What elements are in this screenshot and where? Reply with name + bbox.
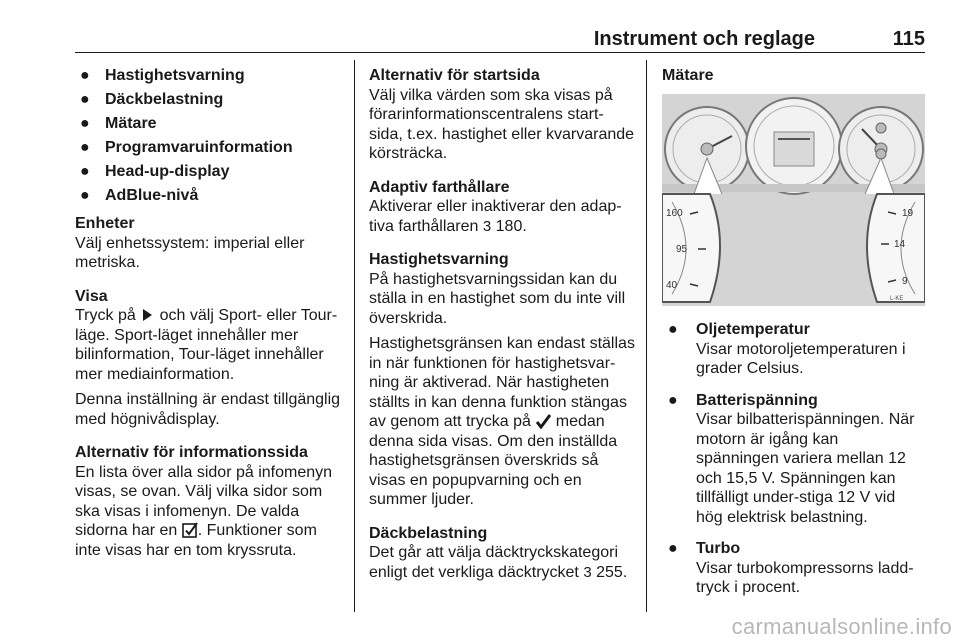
paragraph: Välj vilka värden som ska visas på förarinformationscentralens start-sida, t.ex. hastighet eller kvarvarande körsträcka. bbox=[369, 86, 635, 162]
paragraph: Denna inställning är endast tillgänglig med högnivådisplay. bbox=[75, 391, 341, 428]
menu-bullet-list bbox=[75, 64, 345, 208]
section-heading: Visa bbox=[75, 287, 108, 305]
middle-column bbox=[369, 66, 635, 582]
svg-text:95: 95 bbox=[676, 244, 688, 255]
checked-box-icon bbox=[182, 522, 198, 538]
right-column bbox=[662, 66, 925, 86]
svg-text:40: 40 bbox=[666, 280, 678, 291]
svg-text:19: 19 bbox=[902, 208, 914, 219]
gauge-cluster-illustration bbox=[662, 94, 925, 306]
list-item: ● Programvaruinformation bbox=[80, 139, 293, 156]
reference-arrow-icon: 3 bbox=[482, 217, 492, 235]
list-item: ● Hastighetsvarning bbox=[80, 67, 245, 84]
paragraph: Välj enhetssystem: imperial eller metriska. bbox=[75, 234, 305, 271]
list-item: ● Oljetemperatur Visar motoroljetemperaturen i grader Celsius. bbox=[668, 321, 906, 377]
instrument-cluster-figure bbox=[662, 94, 925, 306]
list-item: ● Batterispänning Visar bilbatterispänningen. När motorn är igång kan spänningen variera mellan 12 och 15,5 V. Spänningen kan tillfälligt under-stiga 12 V vid hög elektrisk belastning. bbox=[668, 391, 915, 526]
play-icon bbox=[143, 309, 152, 321]
paragraph: Det går att välja däcktryckskategori enligt det verkliga däcktrycket 3 255. bbox=[369, 544, 628, 581]
magnified-left-gauge bbox=[662, 194, 720, 302]
paragraph: Aktiverar eller inaktiverar den adap-tiva farthållaren 3 180. bbox=[369, 198, 622, 235]
paragraph: Tryck på och välj Sport- eller Tour-läge. Sport-läget innehåller mer bilinformation, Tour-läget innehåller mer mediainformation. bbox=[75, 307, 338, 383]
page-number: 115 bbox=[892, 28, 925, 50]
page-title: Instrument och reglage bbox=[593, 28, 815, 50]
svg-text:L-KE: L-KE bbox=[890, 296, 904, 302]
column-divider bbox=[646, 60, 647, 612]
section-heading: Alternativ för informationssida bbox=[75, 444, 308, 461]
watermark: carmanualsonline.info bbox=[731, 614, 952, 639]
svg-text:9: 9 bbox=[902, 276, 908, 287]
section-heading: Mätare bbox=[662, 67, 714, 84]
list-item: ● Head-up-display bbox=[80, 163, 230, 180]
svg-text:160: 160 bbox=[666, 208, 683, 219]
checkmark-icon bbox=[535, 413, 551, 429]
section-heading: Däckbelastning bbox=[369, 524, 488, 542]
section-heading: Hastighetsvarning bbox=[369, 251, 509, 268]
gauge-list bbox=[662, 320, 925, 598]
magnified-right-gauge bbox=[867, 194, 925, 302]
list-item: ● Mätare bbox=[80, 115, 157, 132]
paragraph: På hastighetsvarningssidan kan du ställa in en hastighet som du inte vill överskrida. bbox=[369, 270, 626, 327]
page-header bbox=[75, 24, 925, 53]
section-heading: Alternativ för startsida bbox=[369, 67, 540, 84]
list-item: ● Däckbelastning bbox=[80, 91, 224, 108]
left-column bbox=[75, 64, 345, 560]
reference-arrow-icon: 3 bbox=[583, 563, 592, 581]
svg-text:14: 14 bbox=[894, 239, 906, 250]
section-heading: Enheter bbox=[75, 215, 135, 232]
list-item: ● Turbo Visar turbokompressorns ladd-tryck i procent. bbox=[668, 540, 914, 596]
paragraph: Hastighetsgränsen kan endast ställas in när funktionen för hastighetsvar-ning är aktiverad. När hastigheten ställts in kan denna funktion stängas av genom att trycka på medan denna sida visas. Om den inställda hastighetsgränsen överskrids så visas en popupvarning och en summer ljuder. bbox=[369, 335, 635, 508]
section-heading: Adaptiv farthållare bbox=[369, 178, 510, 196]
column-divider bbox=[354, 60, 355, 612]
list-item: ● AdBlue-nivå bbox=[80, 187, 199, 204]
paragraph: En lista över alla sidor på infomenyn visas, se ovan. Välj vilka sidor som ska visas i infomenyn. De valda sidorna har en . Funktioner som inte visas har en tom kryssruta. bbox=[75, 463, 333, 559]
